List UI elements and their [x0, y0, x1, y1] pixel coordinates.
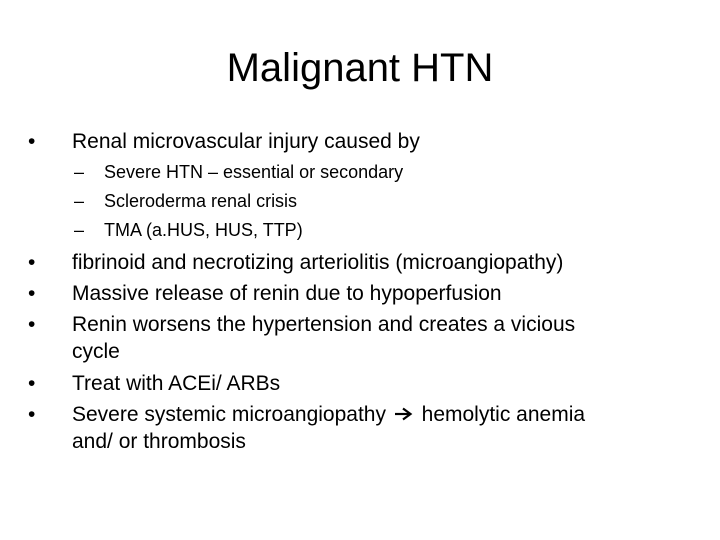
bullet-marker: • — [28, 282, 36, 305]
bullet-marker: • — [28, 130, 36, 153]
arrow-right-icon — [394, 401, 414, 429]
bullet-marker: • — [28, 403, 36, 426]
bullet-text: Renal microvascular injury caused by — [72, 130, 420, 153]
bullet-text-after-arrow: hemolytic anemia — [415, 403, 586, 426]
sub-bullet-marker: – — [74, 220, 85, 240]
bullet-text: Treat with ACEi/ ARBs — [72, 372, 281, 395]
bullet-marker: • — [28, 372, 36, 395]
sub-bullet-text: Scleroderma renal crisis — [104, 191, 298, 211]
bullet-text-continuation: and/ or thrombosis — [72, 430, 246, 453]
sub-bullet-marker: – — [74, 162, 85, 182]
bullet-text: fibrinoid and necrotizing arteriolitis (microangiopathy) — [72, 251, 564, 274]
bullet-text-before-arrow: Severe systemic microangiopathy — [72, 403, 392, 426]
sub-bullet-marker: – — [74, 191, 85, 211]
bullet-marker: • — [28, 251, 36, 274]
bullet-text — [72, 401, 702, 429]
bullet-text-continuation: cycle — [72, 340, 120, 363]
sub-bullet-text: TMA (a.HUS, HUS, TTP) — [104, 220, 303, 240]
slide-title: Malignant HTN — [226, 46, 494, 90]
bullet-marker: • — [28, 313, 36, 336]
sub-bullet-text: Severe HTN – essential or secondary — [104, 162, 404, 182]
bullet-text: Renin worsens the hypertension and creates a vicious — [72, 313, 576, 336]
bullet-text: Massive release of renin due to hypoperfusion — [72, 282, 502, 305]
